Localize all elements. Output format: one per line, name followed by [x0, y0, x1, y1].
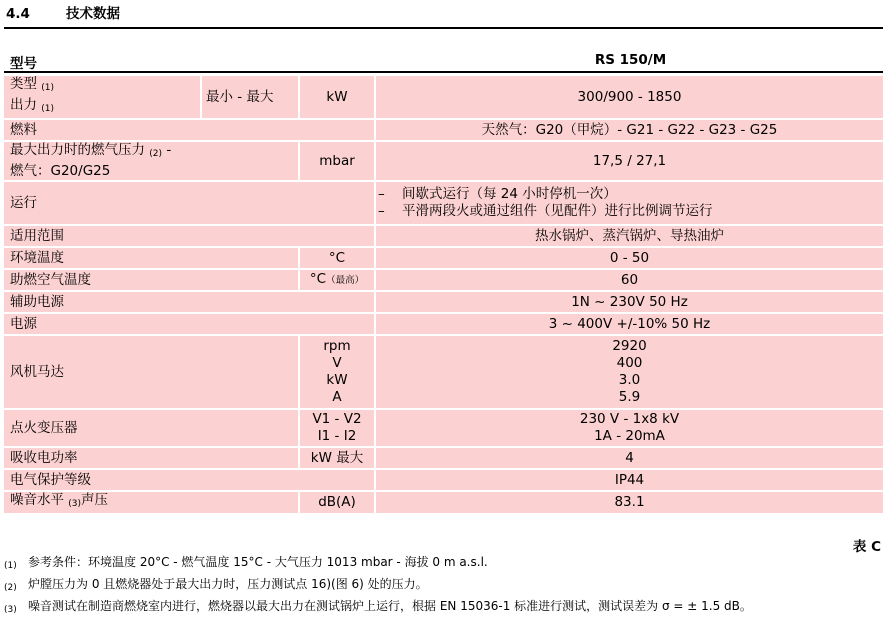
row-label: 类型 $_{(1)}$ 出力 $_{(1)}$ — [4, 76, 200, 118]
row-label: 电源 — [4, 314, 374, 334]
table-row-ignition — [4, 410, 883, 446]
row-value: 0 - 50 — [374, 248, 883, 268]
row-value: 天然气：G20（甲烷）- G21 - G22 - G23 - G25 — [374, 120, 883, 140]
row-label: 运行 — [4, 182, 374, 224]
row-value: 230 V - 1x8 kV 1A - 20mA — [374, 410, 883, 446]
operation-line-2: 平滑两段火或通过组件（见配件）进行比例调节运行 — [402, 203, 713, 219]
row-value: 2920 400 3.0 5.9 — [374, 336, 883, 408]
model-label: 型号 — [10, 56, 37, 72]
row-label: 最大出力时的燃气压力 $_{(2)}$ - 燃气：G20/G25 — [4, 142, 298, 180]
table-row-fuel — [4, 120, 883, 140]
row-label: 环境温度 — [4, 248, 298, 268]
table-row-operation — [4, 182, 883, 224]
footnote: (1) 参考条件：环境温度 20°C - 燃气温度 15°C - 大气压力 1013 mbar - 海拔 0 m a.s.l. — [4, 555, 488, 571]
row-unit: mbar — [298, 142, 374, 180]
table-row-fan-motor — [4, 336, 883, 408]
row-label: 助燃空气温度 — [4, 270, 298, 290]
table-row-noise — [4, 492, 883, 513]
row-label: 噪音水平 $_{(3)}$声压 — [4, 492, 298, 513]
row-label: 辅助电源 — [4, 292, 374, 312]
table-row-output — [4, 76, 883, 118]
row-value: 17,5 / 27,1 — [374, 142, 883, 180]
table-row-aux-power — [4, 292, 883, 312]
row-unit: rpm V kW A — [298, 336, 374, 408]
row-label: 吸收电功率 — [4, 448, 298, 468]
row-label: 电气保护等级 — [4, 470, 374, 490]
row-unit: V1 - V2 I1 - I2 — [298, 410, 374, 446]
row-value: 1N ~ 230V 50 Hz — [374, 292, 883, 312]
row-value: 4 — [374, 448, 883, 468]
row-value: 83.1 — [374, 492, 883, 513]
row-unit: °C — [298, 248, 374, 268]
footnote: (2) 炉膛压力为 0 且燃烧器处于最大出力时，压力测试点 16)(图 6) 处的压力。 — [4, 577, 428, 593]
row-value: 60 — [374, 270, 883, 290]
row-unit: dB(A) — [298, 492, 374, 513]
footnote: (3) 噪音测试在制造商燃烧室内进行，燃烧器以最大出力在测试锅炉上运行，根据 EN 15036-1 标准进行测试，测试误差为 σ = ± 1.5 dB。 — [4, 599, 752, 615]
section-heading — [6, 4, 120, 24]
row-unit: °C（最高） — [298, 270, 374, 290]
row-value: 300/900 - 1850 — [374, 76, 883, 118]
operation-line-1: 间歇式运行（每 24 小时停机一次） — [402, 186, 617, 202]
model-value: RS 150/M — [594, 52, 667, 68]
table-row-application — [4, 226, 883, 246]
spec-table — [4, 74, 883, 515]
row-label: 燃料 — [4, 120, 374, 140]
table-row-ambient-temp — [4, 248, 883, 268]
table-row-protection — [4, 470, 883, 490]
table-row-power — [4, 314, 883, 334]
row-label: 风机马达 — [4, 336, 298, 408]
row-value: IP44 — [374, 470, 883, 490]
table-row-absorbed-power — [4, 448, 883, 468]
model-header-row — [4, 47, 883, 73]
table-row-gas-pressure — [4, 142, 883, 180]
section-title: 技术数据 — [66, 6, 120, 22]
table-tag: 表 C — [852, 539, 881, 555]
row-value: 热水锅炉、蒸汽锅炉、导热油炉 — [374, 226, 883, 246]
row-range: 最小 - 最大 — [200, 76, 298, 118]
row-value: 3 ~ 400V +/-10% 50 Hz — [374, 314, 883, 334]
footnotes — [4, 553, 883, 619]
section-number: 4.4 — [6, 6, 30, 22]
row-label: 点火变压器 — [4, 410, 298, 446]
row-unit: kW — [298, 76, 374, 118]
row-unit: kW 最大 — [298, 448, 374, 468]
row-value: – 间歇式运行（每 24 小时停机一次） – 平滑两段火或通过组件（见配件）进行比例调节运行 — [374, 182, 883, 224]
table-row-combustion-air — [4, 270, 883, 290]
top-rule — [4, 27, 883, 29]
row-label: 适用范围 — [4, 226, 374, 246]
